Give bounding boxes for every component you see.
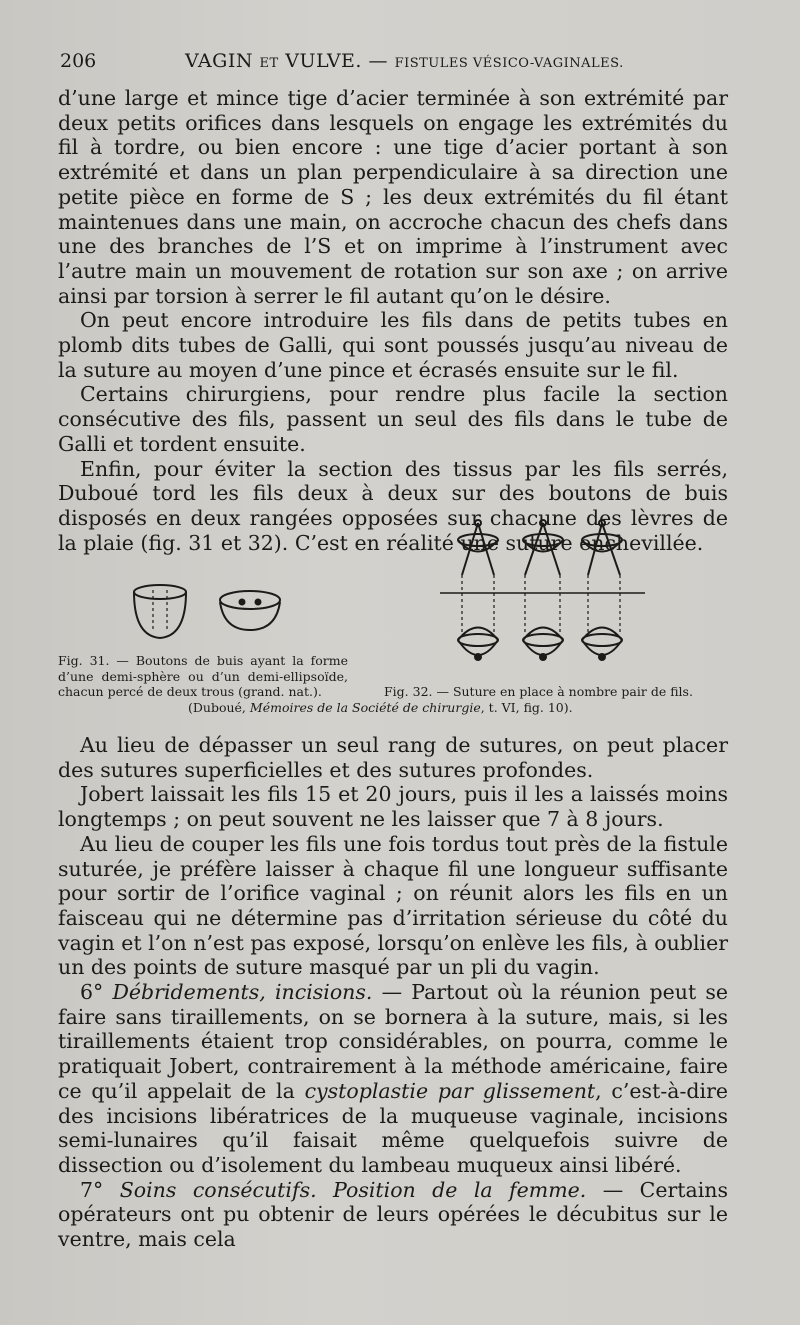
running-head: VAGIN ET VULVE. — FISTULES VÉSICO-VAGINALES.: [185, 50, 624, 72]
page-number: 206: [60, 50, 97, 72]
top-button-1: [458, 520, 498, 575]
paragraph: On peut encore introduire les fils dans de petits tubes en plomb dits tubes de Galli, qui sont poussés jusqu’au niveau de la suture au moyen d’une pince et écrasés ensuite sur le fil.: [58, 308, 728, 382]
paragraph: d’une large et mince tige d’acier terminée à son extrémité par deux petits orifices dans lesquels on engage les extrémités du fil à tordre, ou bien encore : une tige d’acier portant à son extrémité et dans un plan perpendiculaire à sa direction une petite pièce en forme de S ; les deux extrémités du fil étant maintenues dans une main, on accroche chacun des chefs dans une des branches de l’S et on imprime à l’instrument avec l’autre main un mouvement de rotation sur son axe ; on arrive ainsi par torsion à serrer le fil autant qu’on le désire.: [58, 86, 728, 308]
fig32-suture-illustration: [440, 515, 645, 675]
paragraph: Au lieu de dépasser un seul rang de sutures, on peut placer des sutures superficielles et des sutures profondes.: [58, 733, 728, 782]
top-text: [58, 86, 728, 555]
paragraph: Enfin, pour éviter la section des tissus par les fils serrés, Duboué tord les fils deux à deux sur des boutons de buis disposés en deux rangées opposées sur chacune des lèvres de la plaie (fig. 31 et 32). C’est en réalité une suture enchevillée.: [58, 456, 728, 555]
top-button-2: [523, 520, 563, 575]
fig31-caption: Fig. 31. — Boutons de buis ayant la forme d’une demi-sphère ou d’un demi-ellipsoïde, chacun percé de deux trous (grand. nat.).: [58, 653, 348, 699]
fig32-source: (Duboué, Mémoires de la Société de chirurgie, t. VI, fig. 10).: [188, 700, 573, 715]
page-header: [60, 46, 740, 76]
bottom-button-3: [582, 628, 622, 661]
fig31-buttons-illustration: [120, 580, 290, 650]
paragraph: Jobert laissait les fils 15 et 20 jours, puis il les a laissés moins longtemps ; on peut souvent ne les laisser que 7 à 8 jours.: [58, 782, 728, 832]
fig32-caption: Fig. 32. — Suture en place à nombre pair de fils.: [384, 684, 693, 699]
paragraph: Au lieu de couper les fils une fois tordus tout près de la fistule suturée, je préfère laisser à chaque fil une longueur suffisante pour sortir de l’orifice vaginal ; on réunit alors les fils en un faisceau qui ne détermine pas d’irritation sérieuse du côté du vagin et l’on n’est pas exposé, lorsqu’on enlève les fils, à oublier un des points de suture masqué par un pli du vagin.: [58, 831, 728, 980]
top-button-3: [582, 520, 622, 575]
section-heading: Soins consécutifs. Position de la femme.: [119, 1177, 587, 1202]
paragraph: Certains chirurgiens, pour rendre plus facile la section consécutive des fils, passent un seul des fils dans le tube de Galli et tordent ensuite.: [58, 382, 728, 456]
paragraph: 7° Soins consécutifs. Position de la femme. — Certains opérateurs ont pu obtenir de leurs opérées le décubitus sur le ventre, mais cela: [58, 1177, 728, 1252]
bottom-button-2: [523, 628, 563, 661]
hemisphere-button-icon: [134, 585, 186, 638]
bottom-text: [58, 733, 728, 1252]
ellipsoid-button-icon: [220, 591, 280, 630]
paragraph: 6° Débridements, incisions. — Partout où la réunion peut se faire sans tiraillements, on se bornera à la suture, mais, si les tiraillements étaient trop considérables, on pourra, comme le pratiquait Jobert, contrairement à la méthode américaine, faire ce qu’il appelait de la cystoplastie par glissement, c’est-à-dire des incisions libératrices de la muqueuse vaginale, incisions semi-lunaires qu’il faisait même quelquefois suivre de dissection ou d’isolement du lambeau muqueux ainsi libéré.: [58, 980, 729, 1177]
bottom-button-1: [458, 628, 498, 661]
section-heading: Débridements, incisions.: [112, 980, 373, 1005]
